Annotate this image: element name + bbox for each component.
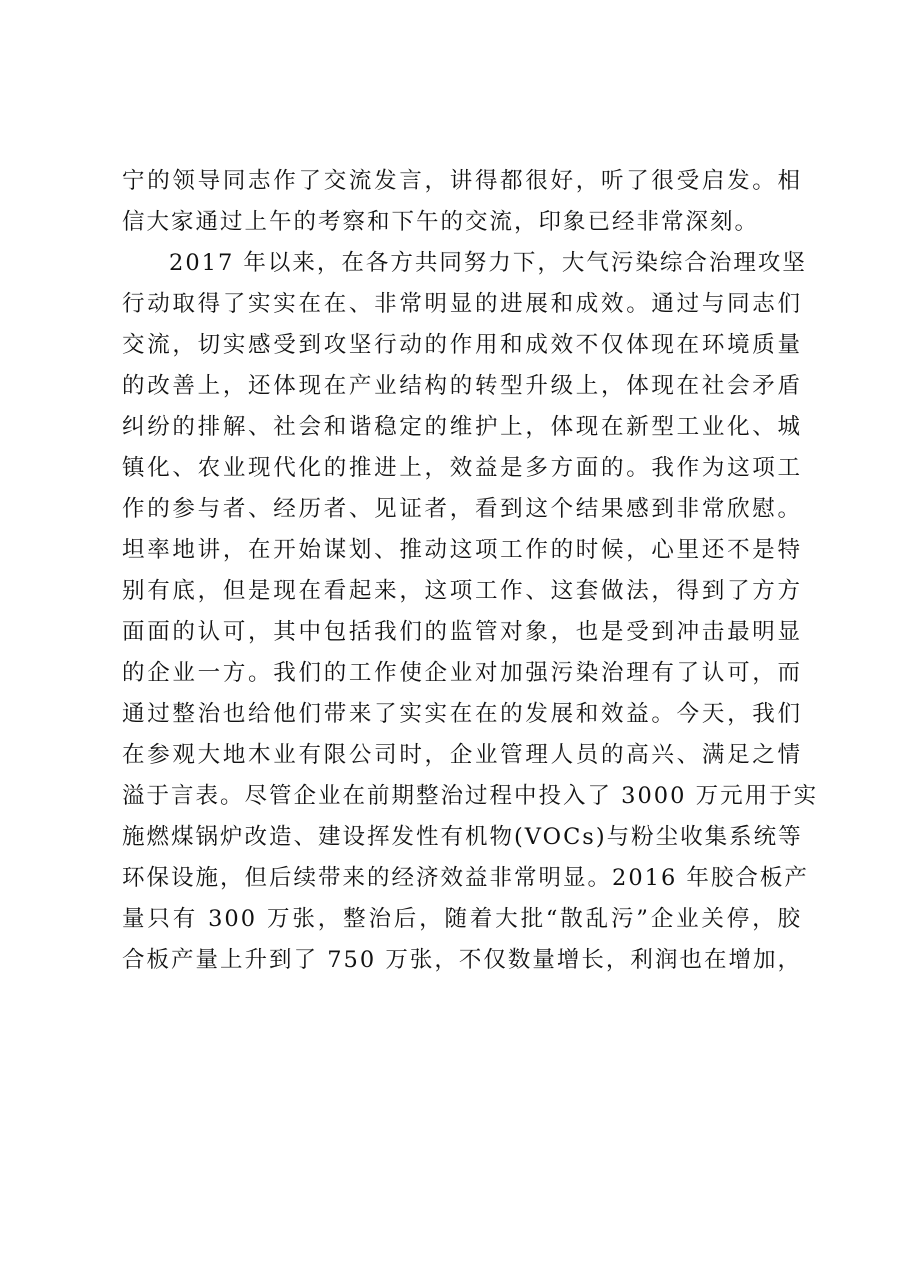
text-line: 施燃煤锅炉改造、建设挥发性有机物(VOCs)与粉尘收集系统等 [122,824,803,850]
text-line: 面面的认可，其中包括我们的监管对象，也是受到冲击最明显 [122,619,802,645]
text-line: 镇化、农业现代化的推进上，效益是多方面的。我作为这项工 [122,455,802,481]
text-line: 别有底，但是现在看起来，这项工作、这套做法，得到了方方 [122,578,802,604]
text-line: 作的参与者、经历者、见证者，看到这个结果感到非常欣慰。 [122,496,802,522]
text-line: 交流，切实感受到攻坚行动的作用和成效不仅体现在环境质量 [122,332,802,358]
text-line: 合板产量上升到了 750 万张，不仅数量增长，利润也在增加， [122,947,802,973]
body-text [122,161,819,981]
text-line: 在参观大地木业有限公司时，企业管理人员的高兴、满足之情 [122,742,802,768]
text-line: 信大家通过上午的考察和下午的交流，印象已经非常深刻。 [122,209,760,235]
text-line: 坦率地讲，在开始谋划、推动这项工作的时候，心里还不是特 [122,537,802,563]
text-line: 的改善上，还体现在产业结构的转型升级上，体现在社会矛盾 [122,373,802,399]
text-line: 的企业一方。我们的工作使企业对加强污染治理有了认可，而 [122,660,802,686]
text-line: 溢于言表。尽管企业在前期整治过程中投入了 3000 万元用于实 [122,783,819,809]
text-line: 环保设施，但后续带来的经济效益非常明显。2016 年胶合板产 [122,865,809,891]
text-line: 量只有 300 万张，整治后，随着大批“散乱污”企业关停，胶 [122,906,802,932]
text-line: 纠纷的排解、社会和谐稳定的维护上，体现在新型工业化、城 [122,414,802,440]
text-line: 通过整治也给他们带来了实实在在的发展和效益。今天，我们 [122,701,802,727]
paragraph-first-line: 2017 年以来，在各方共同努力下，大气污染综合治理攻坚 [169,250,807,276]
text-line: 宁的领导同志作了交流发言，讲得都很好，听了很受启发。相 [122,168,802,194]
text-line: 行动取得了实实在在、非常明显的进展和成效。通过与同志们 [122,291,802,317]
